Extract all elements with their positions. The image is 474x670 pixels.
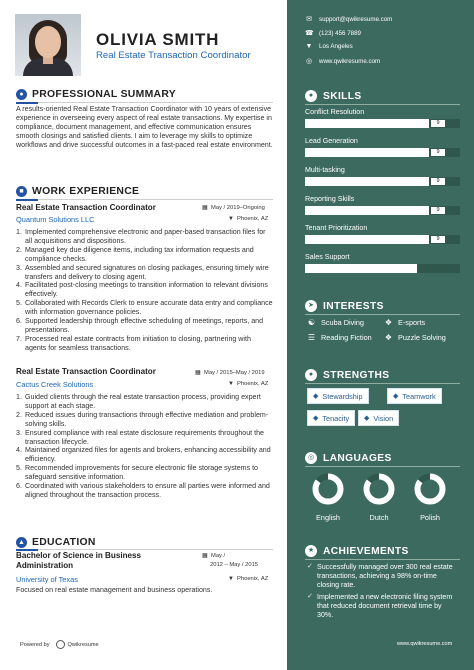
- skill-bar-fill: [305, 177, 429, 186]
- globe-icon: ◎: [305, 58, 313, 65]
- contact-phone[interactable]: ☎ (123) 456 7889: [305, 29, 361, 37]
- contact-website[interactable]: ◎ www.qwikresume.com: [305, 57, 381, 65]
- summary-text: A results-oriented Real Estate Transaction Coordinator with 10 years of extensive experience in overseeing every aspect of real estate transactions. My expertise in compliance, document management, and effective communication ensures smooth closings and satisfied clients. I aim to leverage my skills to optimize workflows and drive successful outcomes in a fast-paced real estate environment.: [16, 105, 273, 150]
- job-dates: ▦ May / 2015–May / 2019: [195, 370, 265, 376]
- pin-icon: ▼: [228, 576, 234, 582]
- book-icon: ☰: [307, 333, 316, 342]
- calendar-icon: ▦: [195, 370, 201, 376]
- interests-heading: [305, 300, 384, 312]
- skill-bar: [305, 177, 460, 186]
- interests-title: INTERESTS: [323, 300, 384, 312]
- contact-location: ▼ Los Angeles: [305, 43, 353, 50]
- summary-heading: [16, 89, 176, 100]
- interests-divider: [305, 314, 460, 315]
- sidebar: [287, 0, 474, 670]
- lightbulb-icon: ●: [305, 90, 317, 102]
- brand-name: Qwikresume: [67, 641, 99, 648]
- footer-website: www.qwikresume.com: [397, 641, 453, 647]
- job-bullets: [16, 393, 273, 500]
- education-dates-end: 2012 – May / 2015: [210, 562, 259, 568]
- globe-icon: ◎: [305, 452, 317, 464]
- puzzle-icon: ❖: [384, 333, 393, 342]
- job-bullet: 3. Assembled and secured signatures on closing packages, ensuring timely wire transfers and delivery to closing agent.: [16, 263, 269, 281]
- summary-divider: [16, 102, 273, 103]
- skill-bar: [305, 264, 460, 273]
- pin-icon: ▼: [305, 43, 313, 50]
- powered-by: Powered by Qwikresume: [20, 641, 99, 648]
- job-bullets: [16, 228, 273, 353]
- skill-label: Lead Generation: [305, 137, 358, 145]
- job-bullet: 5. Collaborated with Records Clerk to ensure accurate data entry and compliance with information governance policies.: [16, 299, 273, 317]
- job-bullet: 2. Managed key due diligence items, including tax information requests and compliance checks.: [16, 245, 254, 263]
- strengths-heading: [305, 369, 389, 381]
- skill-bar-fill: [305, 206, 429, 215]
- interest-scuba: ☯ Scuba Diving: [307, 318, 364, 327]
- strength-tag: ◆ Tenacity: [307, 410, 355, 426]
- check-icon: ✓: [307, 593, 313, 600]
- skill-bar: [305, 235, 460, 244]
- skills-title: SKILLS: [323, 90, 362, 102]
- skill-label: Tenant Prioritization: [305, 224, 368, 232]
- contact-email[interactable]: ✉ support@qwikresume.com: [306, 15, 393, 23]
- skill-bar-fill: [305, 264, 417, 273]
- education-title: EDUCATION: [32, 537, 96, 548]
- diamond-icon: ◆: [313, 393, 319, 400]
- job-bullet: 2. Reduced issues during transactions through effective mediation and problem-solving skills.: [16, 410, 269, 428]
- education-heading: [16, 537, 96, 548]
- interest-reading: ☰ Reading Fiction: [307, 333, 372, 342]
- check-icon: ✓: [307, 563, 313, 570]
- language-donut: [362, 472, 396, 506]
- interest-puzzle: ❖ Puzzle Solving: [384, 333, 446, 342]
- person-icon: ●: [305, 369, 317, 381]
- diamond-icon: ◆: [393, 393, 399, 400]
- education-description: Focused on real estate management and business operations.: [16, 586, 213, 594]
- user-icon: ●: [16, 89, 27, 100]
- languages-title: LANGUAGES: [323, 452, 392, 464]
- work-divider: [16, 199, 273, 200]
- briefcase-icon: ■: [16, 186, 27, 197]
- job-bullet: 7. Processed real estate contracts from initiation to closing, partnering with agents for seamless transactions.: [16, 334, 251, 352]
- job-bullet: 4. Maintained organized files for agents and brokers, enhancing accessibility and efficiency.: [16, 446, 271, 464]
- job-bullet: 1. Guided clients through the real estate transaction process, providing expert support at each stage.: [16, 393, 261, 410]
- job-location: ▼ Phoenix, AZ: [228, 216, 269, 222]
- company-name: Quantum Solutions LLC: [16, 215, 95, 224]
- education-divider: [16, 549, 273, 550]
- skill-level: 9: [431, 178, 445, 185]
- skill-label: Multi-tasking: [305, 166, 345, 174]
- skill-bar: [305, 206, 460, 215]
- job-bullet: 5. Recommended improvements for secure electronic file storage systems to safeguard sensitive information.: [16, 464, 259, 482]
- graduation-cap-icon: ▲: [16, 537, 27, 548]
- skill-bar-fill: [305, 148, 429, 157]
- candidate-name: OLIVIA SMITH: [96, 30, 220, 49]
- strength-tag: ◆ Teamwork: [387, 388, 442, 404]
- scuba-icon: ☯: [307, 318, 316, 327]
- skill-bar: [305, 148, 460, 157]
- profile-photo: [15, 14, 81, 76]
- job-location: ▼ Phoenix, AZ: [228, 381, 269, 387]
- school-name: University of Texas: [16, 575, 78, 584]
- strength-tag: ◆ Stewardship: [307, 388, 369, 404]
- education-dates-start: ▦ May /: [202, 553, 226, 559]
- language-label: English: [316, 513, 340, 522]
- job-title: Real Estate Transaction Coordinator: [16, 367, 156, 376]
- achievements-title: ACHIEVEMENTS: [323, 545, 409, 557]
- languages-divider: [305, 466, 460, 467]
- strengths-title: STRENGTHS: [323, 369, 390, 381]
- achievements-divider: [305, 559, 460, 560]
- trophy-icon: ★: [305, 545, 317, 557]
- achievements-heading: [305, 545, 409, 557]
- diamond-icon: ◆: [313, 415, 319, 422]
- skill-bar-fill: [305, 119, 429, 128]
- gamepad-icon: ❖: [384, 318, 393, 327]
- calendar-icon: ▦: [202, 205, 208, 211]
- degree: Bachelor of Science in Business Administration: [16, 551, 142, 570]
- calendar-icon: ▦: [202, 553, 208, 559]
- work-title: WORK EXPERIENCE: [32, 186, 140, 197]
- company-name: Cactus Creek Solutions: [16, 380, 94, 389]
- envelope-icon: ✉: [306, 16, 312, 23]
- language-item: [411, 472, 449, 522]
- language-label: Dutch: [369, 513, 389, 522]
- strength-tag: ◆ Vision: [358, 410, 399, 426]
- qwikresume-logo-icon: [56, 640, 65, 649]
- candidate-role: Real Estate Transaction Coordinator: [96, 50, 251, 61]
- job-dates: ▦ May / 2019–Ongoing: [202, 205, 265, 211]
- strengths-divider: [305, 383, 460, 384]
- work-heading: [16, 186, 139, 197]
- summary-title: PROFESSIONAL SUMMARY: [32, 89, 176, 100]
- skills-heading: [305, 90, 362, 102]
- language-item: [309, 472, 347, 522]
- skills-divider: [305, 104, 460, 105]
- education-location: ▼ Phoenix, AZ: [228, 576, 269, 582]
- diamond-icon: ◆: [364, 415, 370, 422]
- language-donut: [311, 472, 345, 506]
- interest-esports: ❖ E-sports: [384, 318, 426, 327]
- language-donut: [413, 472, 447, 506]
- skill-level: 9: [431, 207, 445, 214]
- job-bullet: 3. Ensured compliance with real estate disclosure requirements throughout the transaction lifecycle.: [16, 428, 264, 446]
- pin-icon: ▼: [228, 216, 234, 222]
- skill-label: Conflict Resolution: [305, 108, 365, 116]
- achievement-item: ✓ Implemented a new electronic filing system that reduced document retrieval time by 30%.: [307, 593, 453, 619]
- achievement-item: ✓ Successfully managed over 300 real estate transactions, achieving a 98% on-time closing rate.: [307, 563, 453, 589]
- skill-bar: [305, 119, 460, 128]
- skill-level: 9: [431, 149, 445, 156]
- job-bullet: 4. Facilitated post-closing meetings to transition information to relevant divisions effectively.: [16, 281, 268, 299]
- job-bullet: 1. Implemented comprehensive electronic and paper-based transaction files for all acquisitions and dispositions.: [16, 228, 266, 245]
- pin-icon: ▼: [228, 381, 234, 387]
- languages-heading: [305, 452, 392, 464]
- language-item: [360, 472, 398, 522]
- skill-label: Sales Support: [305, 253, 350, 261]
- phone-icon: ☎: [305, 30, 314, 37]
- job-bullet: 6. Supported leadership through effective scheduling of meetings, reports, and presentations.: [16, 317, 264, 334]
- job-title: Real Estate Transaction Coordinator: [16, 203, 156, 212]
- language-label: Polish: [420, 513, 440, 522]
- skill-bar-fill: [305, 235, 429, 244]
- skill-label: Reporting Skills: [305, 195, 355, 203]
- skill-level: 9: [431, 120, 445, 127]
- skill-level: 9: [431, 236, 445, 243]
- paper-plane-icon: ➤: [305, 300, 317, 312]
- job-bullet: 6. Coordinated with various stakeholders to ensure all parties were informed and aligned throughout the transaction process.: [16, 482, 270, 499]
